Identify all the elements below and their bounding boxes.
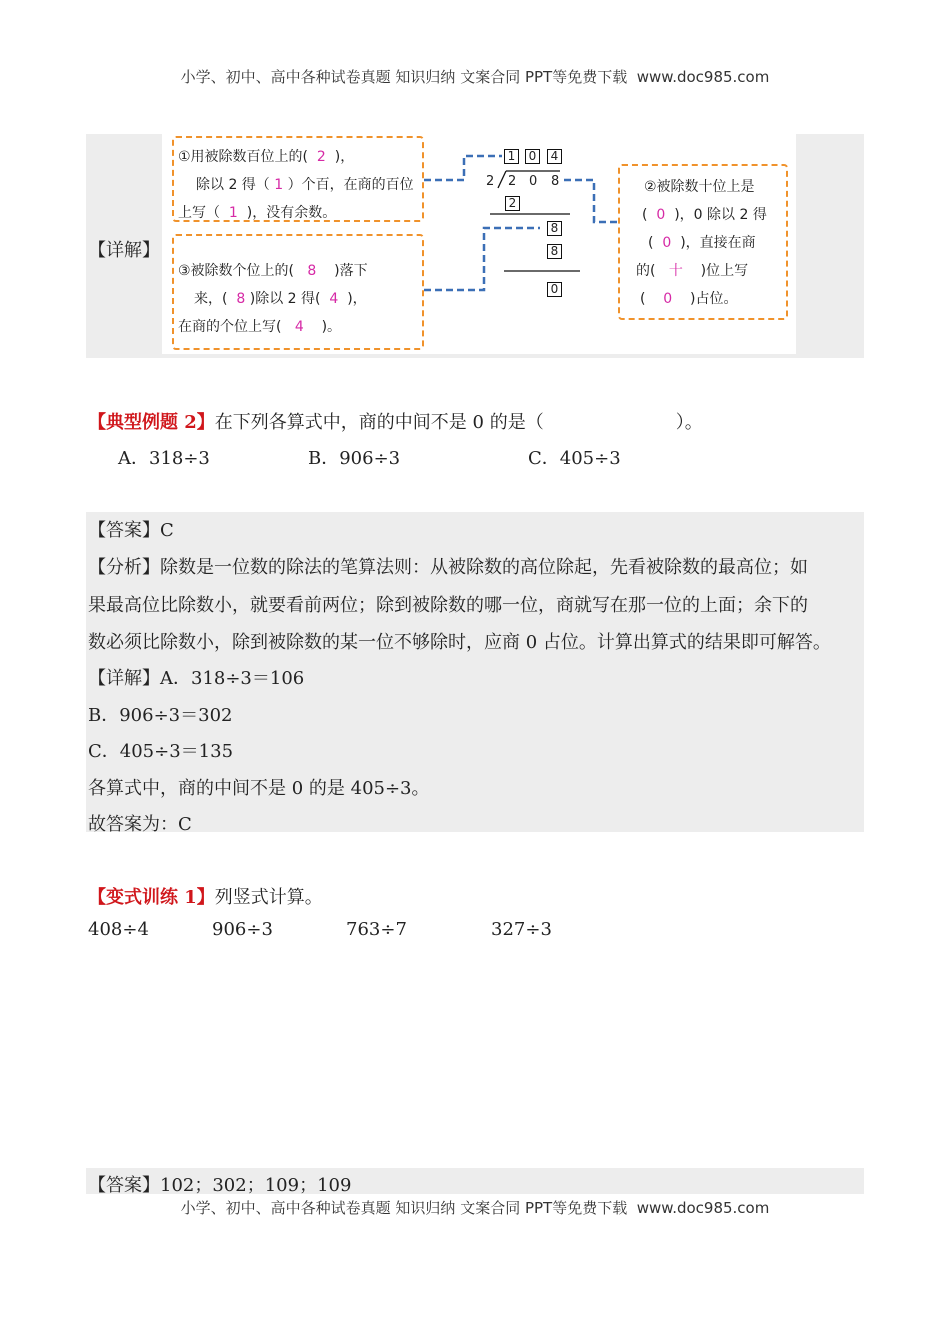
analysis-line: 果最高位比除数小，就要看前两位；除到被除数的哪一位，商就写在那一位的上面；余下的	[88, 595, 808, 616]
subtract-1: 2	[505, 196, 520, 211]
variant-item: 327÷3	[491, 919, 552, 940]
bring-down: 8	[547, 221, 562, 236]
step3-box: ③被除数个位上的( 8 )落下 来，( 8 )除以 2 得( 4 )， 在商的个位上写( 4 )。	[172, 234, 424, 350]
detail-label: 【详解】	[88, 240, 160, 261]
quotient-digit: 1	[504, 149, 519, 164]
variant1-title: 【变式训练 1】列竖式计算。	[88, 887, 323, 908]
example2-question: 【典型例题 2】在下列各算式中，商的中间不是 0 的是（ ）。	[88, 412, 703, 433]
dividend-digit: 0	[529, 174, 538, 189]
final-answer-line: 故答案为：C	[88, 814, 192, 835]
page-header: 小学、初中、高中各种试卷真题 知识归纳 文案合同 PPT等免费下载 www.doc985.com	[180, 68, 770, 86]
option-c: C．405÷3	[528, 448, 621, 469]
dividend-digit: 8	[551, 174, 560, 189]
option-a: A．318÷3	[118, 448, 210, 469]
detail-line: B．906÷3＝302	[88, 705, 233, 726]
detail-line: C．405÷3＝135	[88, 741, 234, 762]
connector-lines	[162, 134, 796, 354]
variant-item: 906÷3	[212, 919, 273, 940]
variant1-answer: 【答案】102；302；109；109	[88, 1175, 352, 1196]
page-footer: 小学、初中、高中各种试卷真题 知识归纳 文案合同 PPT等免费下载 www.doc985.com	[180, 1199, 770, 1217]
analysis-line: 【分析】除数是一位数的除法的笔算法则：从被除数的高位除起，先看被除数的最高位；如	[88, 557, 808, 578]
step2-box: ②被除数十位上是 ( 0 )，0 除以 2 得 ( 0 )，直接在商 的( 十 )位上写 ( 0 )占位。	[618, 164, 788, 320]
variant-item: 408÷4	[88, 919, 149, 940]
variant-item: 763÷7	[346, 919, 407, 940]
detail-line: 【详解】A．318÷3＝106	[88, 668, 305, 689]
divisor: 2	[486, 174, 495, 189]
quotient-digit: 4	[547, 149, 562, 164]
subtract-2: 8	[547, 244, 562, 259]
analysis-line: 数必须比除数小，除到被除数的某一位不够除时，应商 0 占位。计算出算式的结果即可解答。	[88, 632, 831, 653]
quotient-digit: 0	[525, 149, 540, 164]
answer-line: 【答案】C	[88, 520, 174, 541]
conclusion-line: 各算式中，商的中间不是 0 的是 405÷3。	[88, 778, 430, 799]
dividend-digit: 2	[508, 174, 517, 189]
division-diagram	[162, 134, 796, 354]
option-b: B．906÷3	[308, 448, 401, 469]
remainder: 0	[547, 282, 562, 297]
step1-box: ①用被除数百位上的( 2 )， 除以 2 得（ 1 ）个百，在商的百位 上写（ 1 )，没有余数。	[172, 136, 424, 222]
